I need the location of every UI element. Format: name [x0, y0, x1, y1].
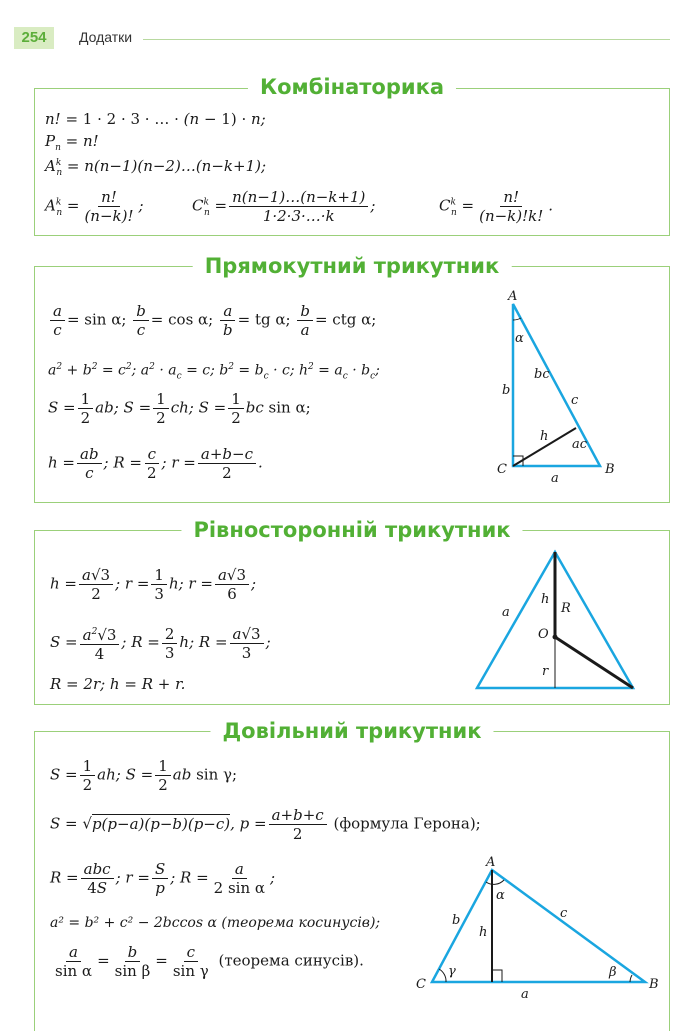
arrangement-formula: $A^k_n$ = n(n−1)(n−2)…(n−k+1);	[45, 157, 267, 178]
label-alpha: α	[496, 888, 505, 903]
radius-line: R = $\frac{\text{abc}}{4S}$ ; r = $\frac{S}{p}$ ; R = $\frac{a}{\text{2 sin α}}$ ;	[50, 860, 276, 897]
arbitrary-area-line: S = $\frac{1}{2}$ ah; S = $\frac{1}{2}$ ab sin γ;	[50, 757, 238, 794]
equilateral-line3: R = 2r; h = R + r.	[50, 675, 186, 693]
sine-law: $\frac{a}{\text{sin α}}$ = $\frac{b}{\text{sin β}}$ = $\frac{c}{\text{sin γ}}$ (теорема синусів).	[55, 943, 364, 980]
heron-note: (формула Герона);	[333, 814, 481, 833]
equilateral-title: Рівносторонній трикутник	[181, 517, 522, 543]
arbitrary-title: Довільний трикутник	[210, 718, 493, 744]
angle-alpha-arc	[486, 880, 504, 884]
label-c: c	[571, 393, 579, 408]
label-b: b	[452, 913, 461, 928]
permutation-formula: $P_n = n$!	[45, 132, 99, 153]
label-C: C	[497, 462, 507, 477]
sine-note: (теорема синусів).	[218, 951, 364, 970]
fraction-denominator: (n−k)!	[84, 207, 134, 225]
label-ac: ac	[572, 437, 588, 452]
right-triangle-title: Прямокутний трикутник	[193, 253, 512, 279]
trig-ratios: $\frac{a}{c}$ = sin α; $\frac{b}{c}$ = cos α; $\frac{a}{b}$ = tg α; $\frac{b}{a}$ = ctg α;	[48, 302, 376, 339]
fraction-numerator: n!	[98, 188, 120, 207]
equilateral-line2: S = $\frac{a^2√3}{4}$ ; R = $\frac{2}{3}$ h; R = $\frac{a√3}{3}$ ;	[50, 624, 271, 663]
fraction-denominator: (n−k)!k!	[479, 207, 544, 225]
height-radius-line: h = $\frac{ab}{c}$ ; R = $\frac{c}{2}$ ; r = $\frac{a+b-c}{2}$ .	[48, 445, 263, 482]
label-R: R	[561, 601, 571, 616]
label-C: C	[416, 977, 426, 992]
page-number: 254	[14, 27, 54, 49]
factorial-formula: n! = 1 · 2 · 3 · … · (n − 1) · n;	[45, 110, 266, 128]
area-line: S = $\frac{1}{2}$ ab; S = $\frac{1}{2}$ ch; S = $\frac{1}{2}$ bc sin α;	[48, 390, 311, 427]
label-h: h	[541, 592, 550, 607]
label-O: O	[538, 627, 549, 642]
label-gamma: γ	[448, 964, 456, 979]
label-B: B	[649, 977, 659, 992]
section-title: Додатки	[79, 29, 133, 45]
cosine-law: a² = b² + c² − 2bccos α (теорема косинусів);	[50, 915, 381, 931]
label-A: A	[486, 855, 496, 870]
label-a: a	[521, 987, 529, 1002]
combination-formula-2: $C^k_n$ = $\frac{n!}{(n-k)!k!}$ .	[439, 188, 554, 225]
label-beta: β	[609, 965, 617, 980]
equilateral-line1: h = $\frac{a√3}{2}$ ; r = $\frac{1}{3}$ h; r = $\frac{a√3}{6}$ ;	[50, 566, 257, 603]
combinatorics-title: Комбінаторика	[248, 74, 456, 100]
arrangement-fraction: $A^k_n$ = $\frac{n!}{(n-k)!}$ ;	[45, 188, 144, 225]
label-c: c	[560, 906, 568, 921]
pythagoras-line: $a^2 + b^2 = c^2$; $a^2 \cdot a_c = c$; $b^2 = b_c \cdot c$; $h^2 = a_c \cdot b_c$;	[48, 362, 380, 382]
label-b: b	[502, 383, 511, 398]
label-h: h	[479, 925, 488, 940]
fraction-numerator: n!	[500, 188, 522, 207]
right-angle-mark	[492, 970, 502, 982]
label-alpha: α	[515, 331, 524, 346]
fraction-numerator: n(n−1)…(n−k+1)	[229, 188, 368, 207]
label-a: a	[551, 471, 559, 486]
label-r: r	[542, 664, 549, 679]
label-a: a	[502, 605, 510, 620]
combination-formula-1: $C^k_n$ = $\frac{n(n-1)\dots(n-k+1)}{1\cdot 2\cdot 3\cdot\dots\cdot k}$ ;	[192, 188, 376, 225]
heron-line: S = √p(p−a)(p−b)(p−c), p = $\frac{a+b+c}{2}$ (формула Герона);	[50, 806, 481, 843]
label-B: B	[605, 462, 615, 477]
label-A: A	[508, 289, 518, 304]
angle-gamma-arc	[439, 969, 446, 982]
label-h: h	[540, 429, 549, 444]
label-bc: bc	[534, 367, 550, 382]
fraction-denominator: 1·2·3·…·k	[262, 207, 335, 225]
